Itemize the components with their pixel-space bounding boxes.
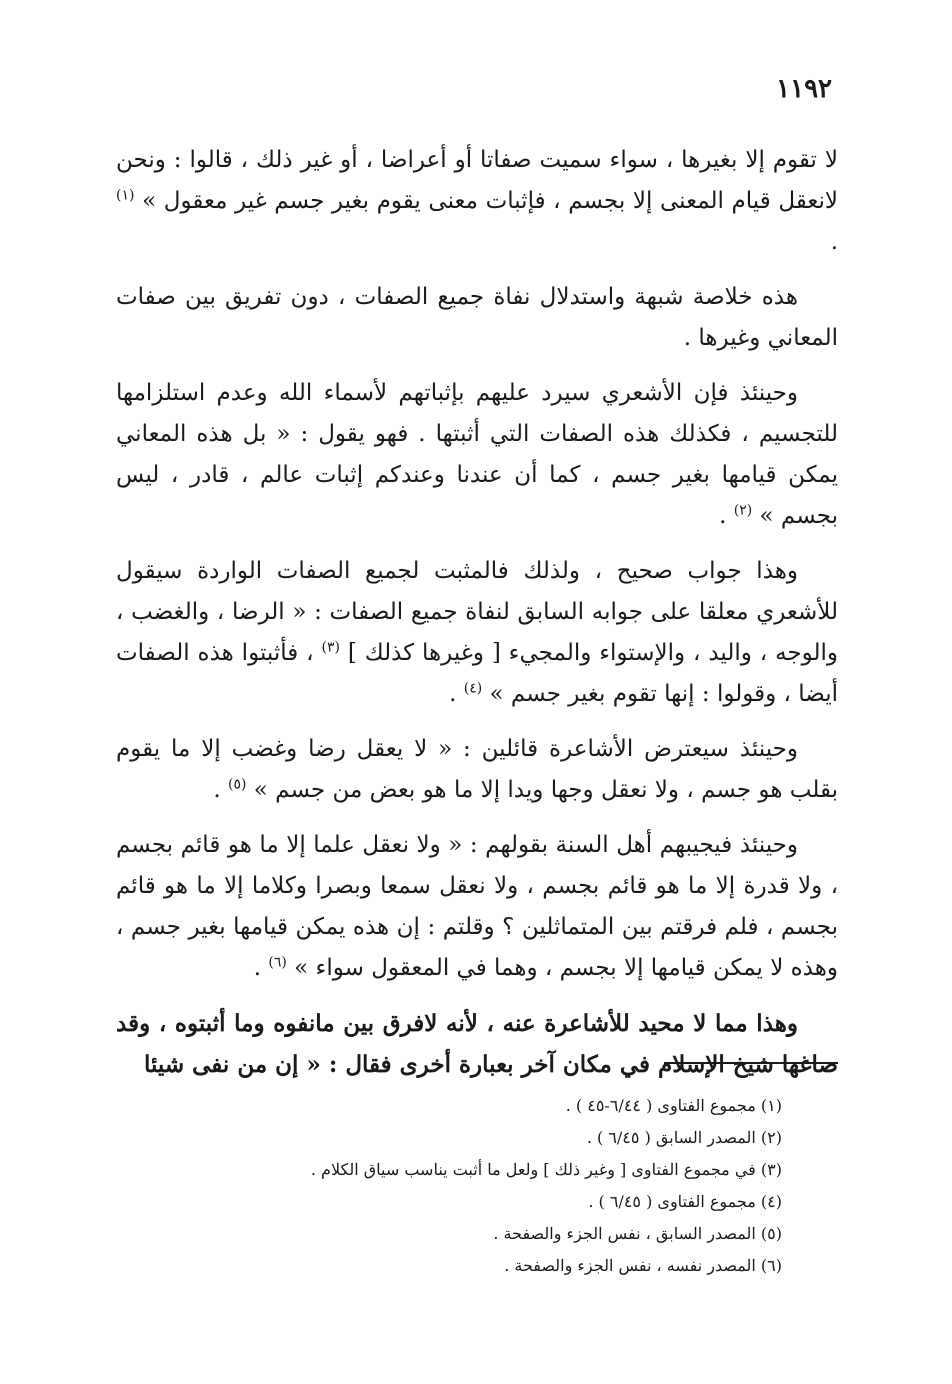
footnote-item: (٤) مجموع الفتاوى ( ٦/٤٥ ) . (588, 1192, 782, 1211)
paragraph-tail: . (213, 777, 221, 803)
paragraph-tail: . (719, 503, 727, 529)
paragraph-text: وحينئذ فيجيبهم أهل السنة بقولهم : « ولا نعقل علما إلا ما هو قائم بجسم ، ولا قدرة إلا ما هو قائم بجسم ، ولا نعقل سمعا وبصرا وكلاما إلا ما هو قائم بجسم ، فلم فرقتم بين المتماثلين ؟ وقلتم : إن هذه يمكن قيامها بغير جسم ، وهذه لا يمكن قيامها إلا بجسم ، وهما في المعقول سواء » (116, 832, 838, 981)
paragraph (116, 140, 838, 263)
paragraph-text: وهذا جواب صحيح ، ولذلك فالمثبت لجميع الصفات الواردة سيقول للأشعري معلقا على جوابه السابق لنفاة جميع الصفات : « الرضا ، والغضب ، والوجه ، واليد ، والإستواء والمجيء [ وغيرها كذلك ] (116, 558, 839, 666)
footnote-item: (١) مجموع الفتاوى ( ٦/٤٤-٤٥ ) . (565, 1096, 782, 1115)
footnote-ref: (٣) (321, 639, 340, 656)
paragraph (116, 1003, 838, 1085)
paragraph-tail: ، فأثبتوا هذه الصفات أيضا ، وقولوا : إنها تقوم بغير جسم » (116, 640, 838, 707)
paragraph (116, 825, 838, 989)
paragraph-text: لا تقوم إلا بغيرها ، سواء سميت صفاتا أو أعراضا ، أو غير ذلك ، قالوا : ونحن لانعقل قيام المعنى إلا بجسم ، فإثبات معنى يقوم بغير جسم غير معقول » (116, 147, 838, 214)
footnote-ref: (٤) (463, 680, 483, 697)
footnote-ref: (٥) (228, 776, 247, 793)
paragraph-tail: . (830, 229, 838, 255)
footnotes (162, 1090, 782, 1282)
footnote-item: (٦) المصدر نفسه ، نفس الجزء والصفحة . (504, 1256, 782, 1275)
footnote-ref: (١) (116, 187, 135, 204)
page-number: ١١٩٢ (776, 74, 832, 104)
paragraph-text: وهذا مما لا محيد للأشاعرة عنه ، لأنه لافرق بين مانفوه وما أثبتوه ، وقد صاغها شيخ الإسلام في مكان آخر بعبارة أخرى فقال : « إن من نفى شيئا (116, 1010, 838, 1078)
footnote-ref: (٦) (268, 954, 287, 971)
footnote-divider (664, 1062, 838, 1064)
paragraph-text: وحينئذ سيعترض الأشاعرة قائلين : « لا يعقل رضا وغضب إلا ما يقوم بقلب هو جسم ، ولا نعقل وجها ويدا إلا ما هو بعض من جسم » (116, 736, 838, 803)
footnote-item: (٥) المصدر السابق ، نفس الجزء والصفحة . (493, 1224, 782, 1243)
paragraph (116, 729, 838, 811)
paragraph (116, 551, 838, 715)
footnote-item: (٢) المصدر السابق ( ٦/٤٥ ) . (586, 1128, 782, 1147)
paragraph (116, 373, 838, 537)
footnote-item: (٣) في مجموع الفتاوى [ وغير ذلك ] ولعل ما أثبت يناسب سياق الكلام . (310, 1160, 782, 1179)
paragraph-text: هذه خلاصة شبهة واستدلال نفاة جميع الصفات ، دون تفريق بين صفات المعاني وغيرها . (116, 284, 838, 351)
main-text (116, 140, 838, 1099)
paragraph (116, 277, 838, 359)
paragraph-tail: . (449, 681, 457, 707)
footnote-ref: (٢) (733, 502, 753, 519)
paragraph-tail: . (253, 955, 262, 981)
paragraph-text: وحينئذ فإن الأشعري سيرد عليهم بإثباتهم لأسماء الله وعدم استلزامها للتجسيم ، فكذلك هذه الصفات التي أثبتها . فهو يقول : « بل هذه المعاني يمكن قيامها بغير جسم ، كما أن عندنا وعندكم إثبات عالم ، قادر ، ليس بجسم » (116, 380, 838, 529)
